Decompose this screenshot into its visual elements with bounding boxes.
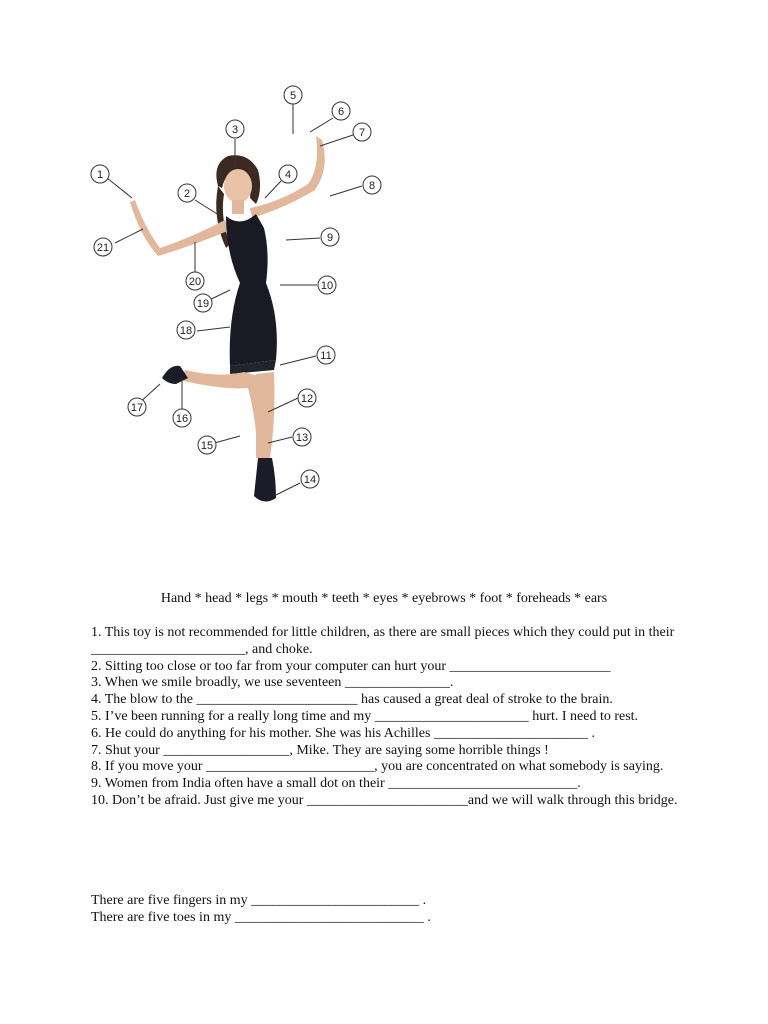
label-number-19: 19 — [196, 298, 210, 310]
label-circles — [91, 86, 381, 488]
label-number-15: 15 — [200, 440, 214, 452]
label-number-11: 11 — [320, 350, 332, 362]
question-5: 5. I’ve been running for a really long time and my ______________________ hurt. I need to rest. — [91, 708, 639, 724]
label-number-8: 8 — [368, 180, 376, 192]
question-3: 3. When we smile broadly, we use seventeen _______________. — [91, 675, 454, 691]
label-number-13: 13 — [295, 432, 309, 444]
question-9: 9. Women from India often have a small dot on their ___________________________. — [91, 776, 581, 792]
label-number-17: 17 — [130, 402, 144, 414]
extra-sentence-2: There are five toes in my ___________________________ . — [91, 909, 431, 925]
label-number-12: 12 — [300, 393, 314, 405]
label-number-10: 10 — [320, 280, 334, 292]
body-parts-figure — [80, 78, 400, 518]
woman-illustration — [130, 136, 325, 502]
question-7: 7. Shut your __________________, Mike. They are saying some horrible things ! — [91, 742, 549, 758]
word-bank: Hand * head * legs * mouth * teeth * eyes * eyebrows * foot * foreheads * ears — [160, 591, 608, 606]
label-number-6: 6 — [337, 106, 345, 118]
label-number-18: 18 — [179, 325, 193, 337]
label-number-2: 2 — [183, 188, 191, 200]
label-number-4: 4 — [284, 169, 292, 181]
extra-sentence-1: There are five fingers in my ________________________ . — [91, 893, 427, 908]
question-2: 2. Sitting too close or too far from your computer can hurt your _______________________ — [91, 658, 611, 674]
question-4: 4. The blow to the _______________________ has caused a great deal of stroke to the brain. — [91, 692, 613, 708]
label-number-16: 16 — [175, 413, 189, 425]
question-8: 8. If you move your ________________________, you are concentrated on what somebody is saying. — [91, 759, 664, 775]
label-number-3: 3 — [231, 124, 239, 136]
label-number-20: 20 — [188, 276, 202, 288]
question-6: 6. He could do anything for his mother. She was his Achilles ______________________ . — [91, 725, 595, 741]
label-number-9: 9 — [326, 232, 334, 244]
label-number-21: 21 — [96, 242, 110, 254]
question-10: 10. Don’t be afraid. Just give me your _______________________and we will walk through this bridge. — [91, 792, 678, 808]
label-number-5: 5 — [289, 90, 297, 102]
question-1: 1. This toy is not recommended for little children, as there are small pieces which they could put in their ______________________, and choke. — [91, 625, 675, 657]
label-number-1: 1 — [96, 169, 104, 181]
label-number-7: 7 — [358, 127, 366, 139]
extra-sentences — [91, 893, 691, 927]
label-number-14: 14 — [303, 474, 317, 486]
question-list — [91, 625, 691, 810]
